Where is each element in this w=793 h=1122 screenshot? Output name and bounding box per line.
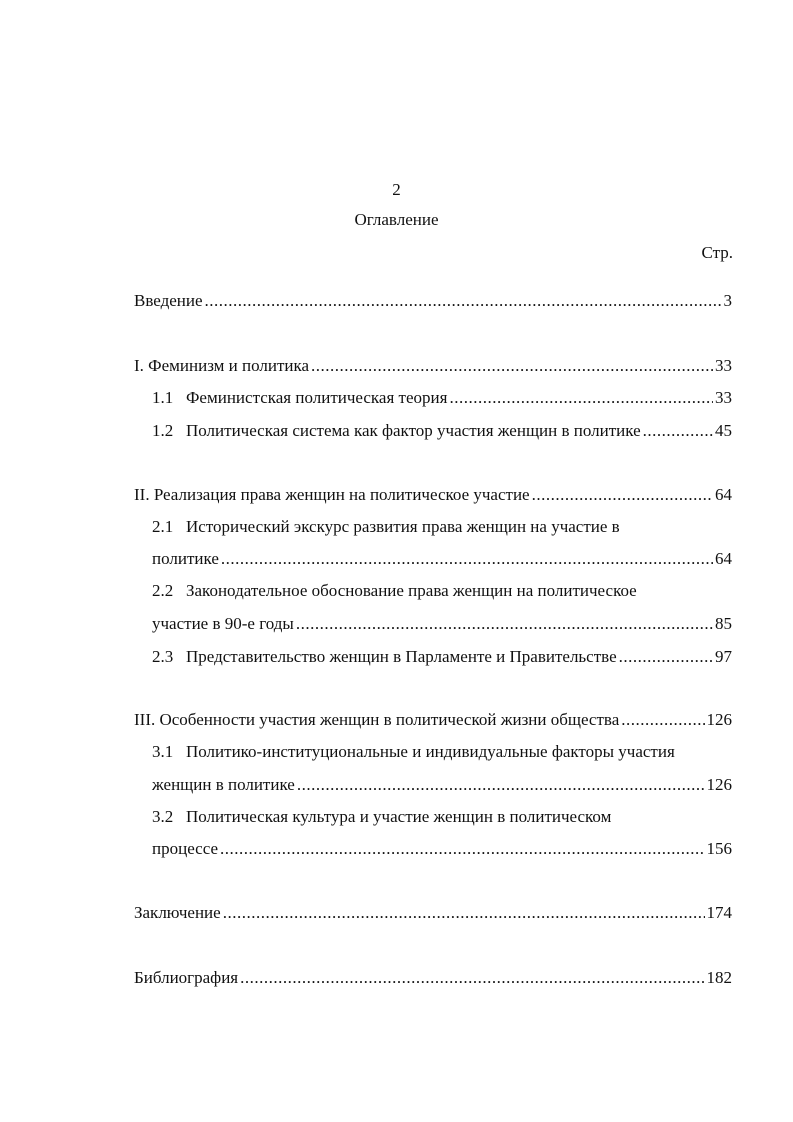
page-column-label: Стр.: [701, 243, 733, 262]
toc-entry-text: III. Особенности участия женщин в политической жизни общества: [134, 710, 620, 729]
toc-entry-3-2-continuation[interactable]: [152, 838, 732, 860]
toc-entry-chapter-1[interactable]: [134, 355, 732, 377]
toc-entry-number: 2.1: [152, 517, 174, 536]
toc-entry-chapter-3[interactable]: [134, 709, 732, 731]
toc-entry-text: Представительство женщин в Парламенте и Правительстве: [186, 647, 617, 666]
toc-entry-2-1-continuation[interactable]: [152, 548, 732, 570]
toc-entry-page: 182: [706, 968, 732, 987]
dot-leader: [532, 484, 713, 506]
toc-entry-chapter-2[interactable]: [134, 484, 732, 506]
toc-entry-page: 64: [715, 549, 732, 568]
toc-entry-number: 3.1: [152, 742, 174, 761]
toc-entry-page: 64: [715, 485, 732, 504]
toc-entry-text: Политическая культура и участие женщин в политическом: [186, 807, 612, 826]
toc-entry-page: 45: [715, 421, 732, 440]
toc-entry-intro[interactable]: [134, 290, 732, 312]
toc-entry-page: 3: [723, 291, 732, 310]
toc-entry-3-2[interactable]: [152, 806, 732, 828]
toc-entry-page: 33: [715, 388, 732, 407]
toc-entry-3-1-continuation[interactable]: [152, 774, 732, 796]
page-number: 2: [392, 180, 401, 199]
toc-entry-text: II. Реализация права женщин на политическое участие: [134, 485, 530, 504]
toc-entry-page: 97: [715, 647, 732, 666]
toc-entry-number: 2.3: [152, 647, 174, 666]
toc-entry-2-2[interactable]: [152, 580, 732, 602]
toc-entry-text: Политическая система как фактор участия женщин в политике: [186, 421, 641, 440]
toc-entry-text: Законодательное обоснование права женщин на политическое: [186, 581, 637, 600]
toc-entry-text: Библиография: [134, 968, 239, 987]
toc-entry-page: 85: [715, 614, 732, 633]
toc-entry-3-1[interactable]: [152, 741, 732, 763]
toc-entry-number: 2.2: [152, 581, 174, 600]
dot-leader: [240, 967, 704, 989]
dot-leader: [619, 646, 713, 668]
dot-leader: [221, 548, 713, 570]
toc-entry-text: Феминистская политическая теория: [186, 388, 448, 407]
toc-entry-text: политике: [152, 549, 219, 568]
dot-leader: [205, 290, 722, 312]
toc-title: Оглавление: [354, 210, 439, 229]
toc-entry-text: Заключение: [134, 903, 221, 922]
dot-leader: [311, 355, 713, 377]
dot-leader: [220, 838, 704, 860]
toc-entry-text: Политико-институциональные и индивидуальные факторы участия: [186, 742, 675, 761]
toc-entry-number: 1.1: [152, 388, 174, 407]
dot-leader: [223, 902, 705, 924]
toc-entry-text: I. Феминизм и политика: [134, 356, 310, 375]
toc-entry-text: Исторический экскурс развития права женщин на участие в: [186, 517, 620, 536]
toc-entry-text: женщин в политике: [152, 775, 295, 794]
dot-leader: [621, 709, 704, 731]
toc-entry-page: 33: [715, 356, 732, 375]
toc-entry-1-1[interactable]: [152, 387, 732, 409]
toc-entry-text: участие в 90-е годы: [152, 614, 294, 633]
toc-entry-2-2-continuation[interactable]: [152, 613, 732, 635]
toc-entry-2-3[interactable]: [152, 646, 732, 668]
toc-entry-page: 126: [706, 710, 732, 729]
dot-leader: [296, 613, 713, 635]
dot-leader: [449, 387, 713, 409]
toc-entry-number: 1.2: [152, 421, 174, 440]
dot-leader: [643, 420, 713, 442]
toc-entry-conclusion[interactable]: [134, 902, 732, 924]
toc-entry-number: 3.2: [152, 807, 174, 826]
toc-entry-page: 126: [706, 775, 732, 794]
toc-entry-text: процессе: [152, 839, 219, 858]
toc-entry-2-1[interactable]: [152, 516, 732, 538]
toc-entry-bibliography[interactable]: [134, 967, 732, 989]
toc-entry-1-2[interactable]: [152, 420, 732, 442]
toc-entry-page: 174: [706, 903, 732, 922]
toc-entry-text: Введение: [134, 291, 203, 310]
toc-entry-page: 156: [706, 839, 732, 858]
dot-leader: [297, 774, 705, 796]
